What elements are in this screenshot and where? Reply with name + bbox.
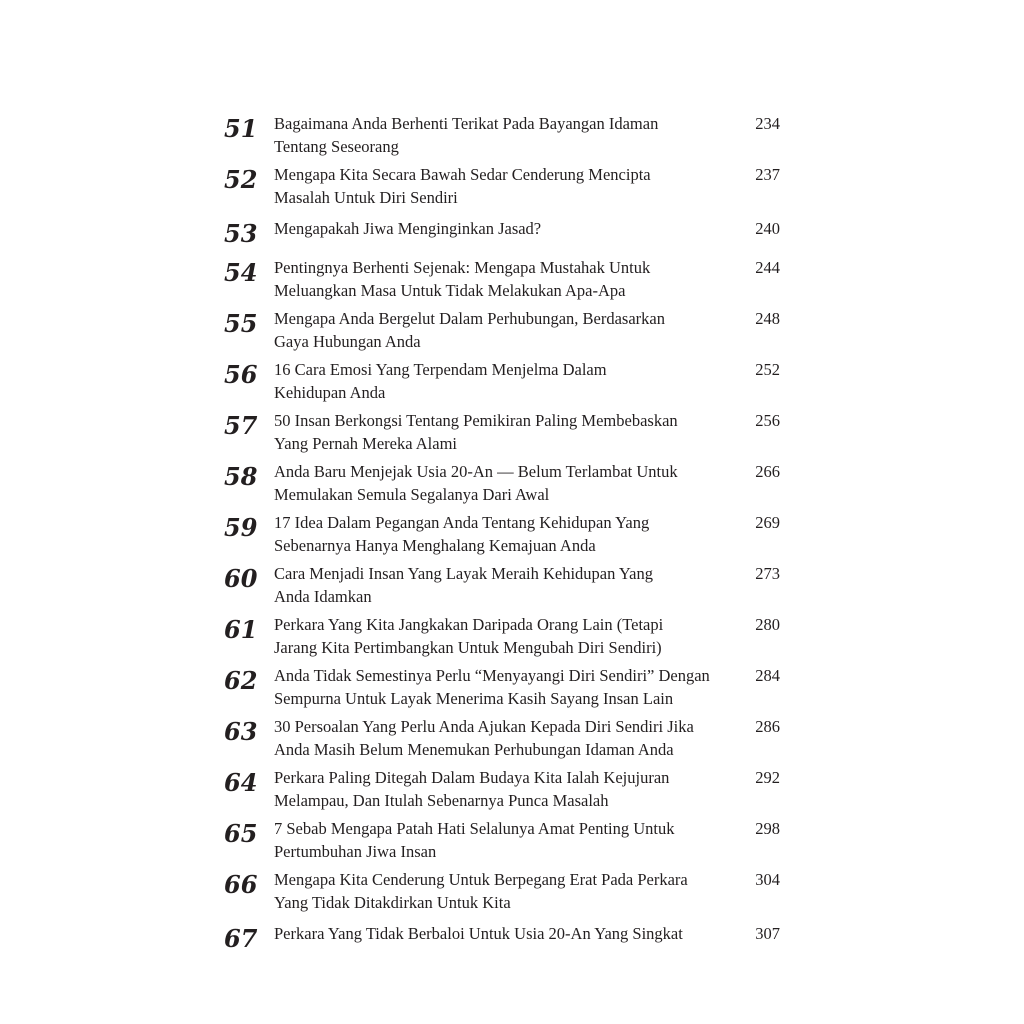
chapter-title-line: Bagaimana Anda Berhenti Terikat Pada Bayangan Idaman xyxy=(274,114,659,133)
page-number: 266 xyxy=(755,462,780,481)
chapter-title-line: Perkara Paling Ditegah Dalam Budaya Kita Ialah Kejujuran xyxy=(274,768,670,787)
chapter-title-line: Perkara Yang Tidak Berbaloi Untuk Usia 20-An Yang Singkat xyxy=(274,924,683,943)
chapter-title-line: Sempurna Untuk Layak Menerima Kasih Sayang Insan Lain xyxy=(274,689,674,708)
chapter-title-line: Jarang Kita Pertimbangkan Untuk Mengubah Diri Sendiri) xyxy=(274,638,662,657)
chapter-number: 62 xyxy=(224,666,258,695)
chapter-number: 60 xyxy=(224,564,258,593)
chapter-title xyxy=(274,922,740,945)
page-number: 252 xyxy=(755,360,780,379)
chapter-title xyxy=(274,664,740,710)
chapter-number: 64 xyxy=(224,768,258,797)
chapter-title-line: 30 Persoalan Yang Perlu Anda Ajukan Kepada Diri Sendiri Jika xyxy=(274,717,694,736)
toc-entry xyxy=(224,664,784,710)
chapter-number: 66 xyxy=(224,870,258,899)
page-number: 284 xyxy=(755,666,780,685)
chapter-title-line: Cara Menjadi Insan Yang Layak Meraih Kehidupan Yang xyxy=(274,564,653,583)
chapter-title-line: Mengapa Anda Bergelut Dalam Perhubungan, Berdasarkan xyxy=(274,309,665,328)
chapter-title-line: Gaya Hubungan Anda xyxy=(274,332,421,351)
page-number: 280 xyxy=(755,615,780,634)
toc-entry xyxy=(224,511,784,557)
chapter-title xyxy=(274,409,740,455)
chapter-title-line: Mengapa Kita Secara Bawah Sedar Cenderung Mencipta xyxy=(274,165,651,184)
chapter-title xyxy=(274,217,740,240)
chapter-title-line: 17 Idea Dalam Pegangan Anda Tentang Kehidupan Yang xyxy=(274,513,650,532)
chapter-title xyxy=(274,511,740,557)
chapter-title xyxy=(274,766,740,812)
chapter-number: 58 xyxy=(224,462,258,491)
chapter-number: 56 xyxy=(224,360,258,389)
chapter-number: 55 xyxy=(224,309,258,338)
toc-entry xyxy=(224,307,784,353)
chapter-title xyxy=(274,163,740,209)
toc-entry xyxy=(224,715,784,761)
chapter-title-line: Meluangkan Masa Untuk Tidak Melakukan Apa-Apa xyxy=(274,281,626,300)
chapter-title xyxy=(274,817,740,863)
chapter-title-line: Pertumbuhan Jiwa Insan xyxy=(274,842,437,861)
chapter-number: 63 xyxy=(224,717,258,746)
chapter-title-line: Mengapa Kita Cenderung Untuk Berpegang Erat Pada Perkara xyxy=(274,870,688,889)
page-number: 237 xyxy=(755,165,780,184)
table-of-contents xyxy=(224,112,784,953)
toc-entry xyxy=(224,922,784,953)
page-number: 256 xyxy=(755,411,780,430)
chapter-title xyxy=(274,613,740,659)
chapter-title-line: 7 Sebab Mengapa Patah Hati Selalunya Amat Penting Untuk xyxy=(274,819,675,838)
page-number: 269 xyxy=(755,513,780,532)
chapter-title-line: Mengapakah Jiwa Menginginkan Jasad? xyxy=(274,219,542,238)
page-number: 273 xyxy=(755,564,780,583)
chapter-title-line: Memulakan Semula Segalanya Dari Awal xyxy=(274,485,550,504)
toc-entry xyxy=(224,217,784,248)
toc-entry xyxy=(224,409,784,455)
chapter-title xyxy=(274,868,740,914)
chapter-title xyxy=(274,256,740,302)
chapter-title-line: Tentang Seseorang xyxy=(274,137,399,156)
chapter-title-line: Perkara Yang Kita Jangkakan Daripada Orang Lain (Tetapi xyxy=(274,615,664,634)
chapter-number: 57 xyxy=(224,411,258,440)
page-number: 292 xyxy=(755,768,780,787)
chapter-title-line: 50 Insan Berkongsi Tentang Pemikiran Paling Membebaskan xyxy=(274,411,678,430)
page-number: 286 xyxy=(755,717,780,736)
page-number: 304 xyxy=(755,870,780,889)
chapter-title-line: Kehidupan Anda xyxy=(274,383,386,402)
chapter-title-line: Anda Masih Belum Menemukan Perhubungan Idaman Anda xyxy=(274,740,674,759)
chapter-title xyxy=(274,307,740,353)
chapter-title-line: Masalah Untuk Diri Sendiri xyxy=(274,188,458,207)
chapter-title xyxy=(274,112,740,158)
toc-entry xyxy=(224,163,784,209)
chapter-number: 53 xyxy=(224,219,258,248)
chapter-number: 59 xyxy=(224,513,258,542)
toc-entry xyxy=(224,868,784,914)
chapter-title-line: Sebenarnya Hanya Menghalang Kemajuan Anda xyxy=(274,536,596,555)
toc-entry xyxy=(224,613,784,659)
chapter-number: 65 xyxy=(224,819,258,848)
toc-entry xyxy=(224,460,784,506)
chapter-title xyxy=(274,460,740,506)
chapter-title-line: Yang Pernah Mereka Alami xyxy=(274,434,457,453)
chapter-title-line: Yang Tidak Ditakdirkan Untuk Kita xyxy=(274,893,511,912)
chapter-title-line: Anda Idamkan xyxy=(274,587,372,606)
page-number: 298 xyxy=(755,819,780,838)
page-number: 248 xyxy=(755,309,780,328)
toc-entry xyxy=(224,766,784,812)
page-number: 244 xyxy=(755,258,780,277)
chapter-title-line: 16 Cara Emosi Yang Terpendam Menjelma Dalam xyxy=(274,360,607,379)
chapter-title-line: Pentingnya Berhenti Sejenak: Mengapa Mustahak Untuk xyxy=(274,258,651,277)
toc-entry xyxy=(224,112,784,158)
toc-entry xyxy=(224,358,784,404)
chapter-number: 61 xyxy=(224,615,258,644)
toc-entry xyxy=(224,256,784,302)
chapter-title xyxy=(274,562,740,608)
toc-entry xyxy=(224,562,784,608)
chapter-number: 51 xyxy=(224,114,258,143)
page-number: 240 xyxy=(755,219,780,238)
toc-entry xyxy=(224,817,784,863)
chapter-title-line: Anda Baru Menjejak Usia 20-An — Belum Terlambat Untuk xyxy=(274,462,678,481)
chapter-title-line: Melampau, Dan Itulah Sebenarnya Punca Masalah xyxy=(274,791,609,810)
chapter-title-line: Anda Tidak Semestinya Perlu “Menyayangi Diri Sendiri” Dengan xyxy=(274,666,710,685)
chapter-number: 52 xyxy=(224,165,258,194)
chapter-number: 54 xyxy=(224,258,258,287)
chapter-number: 67 xyxy=(224,924,258,953)
page-number: 234 xyxy=(755,114,780,133)
chapter-title xyxy=(274,358,740,404)
page-number: 307 xyxy=(755,924,780,943)
chapter-title xyxy=(274,715,740,761)
